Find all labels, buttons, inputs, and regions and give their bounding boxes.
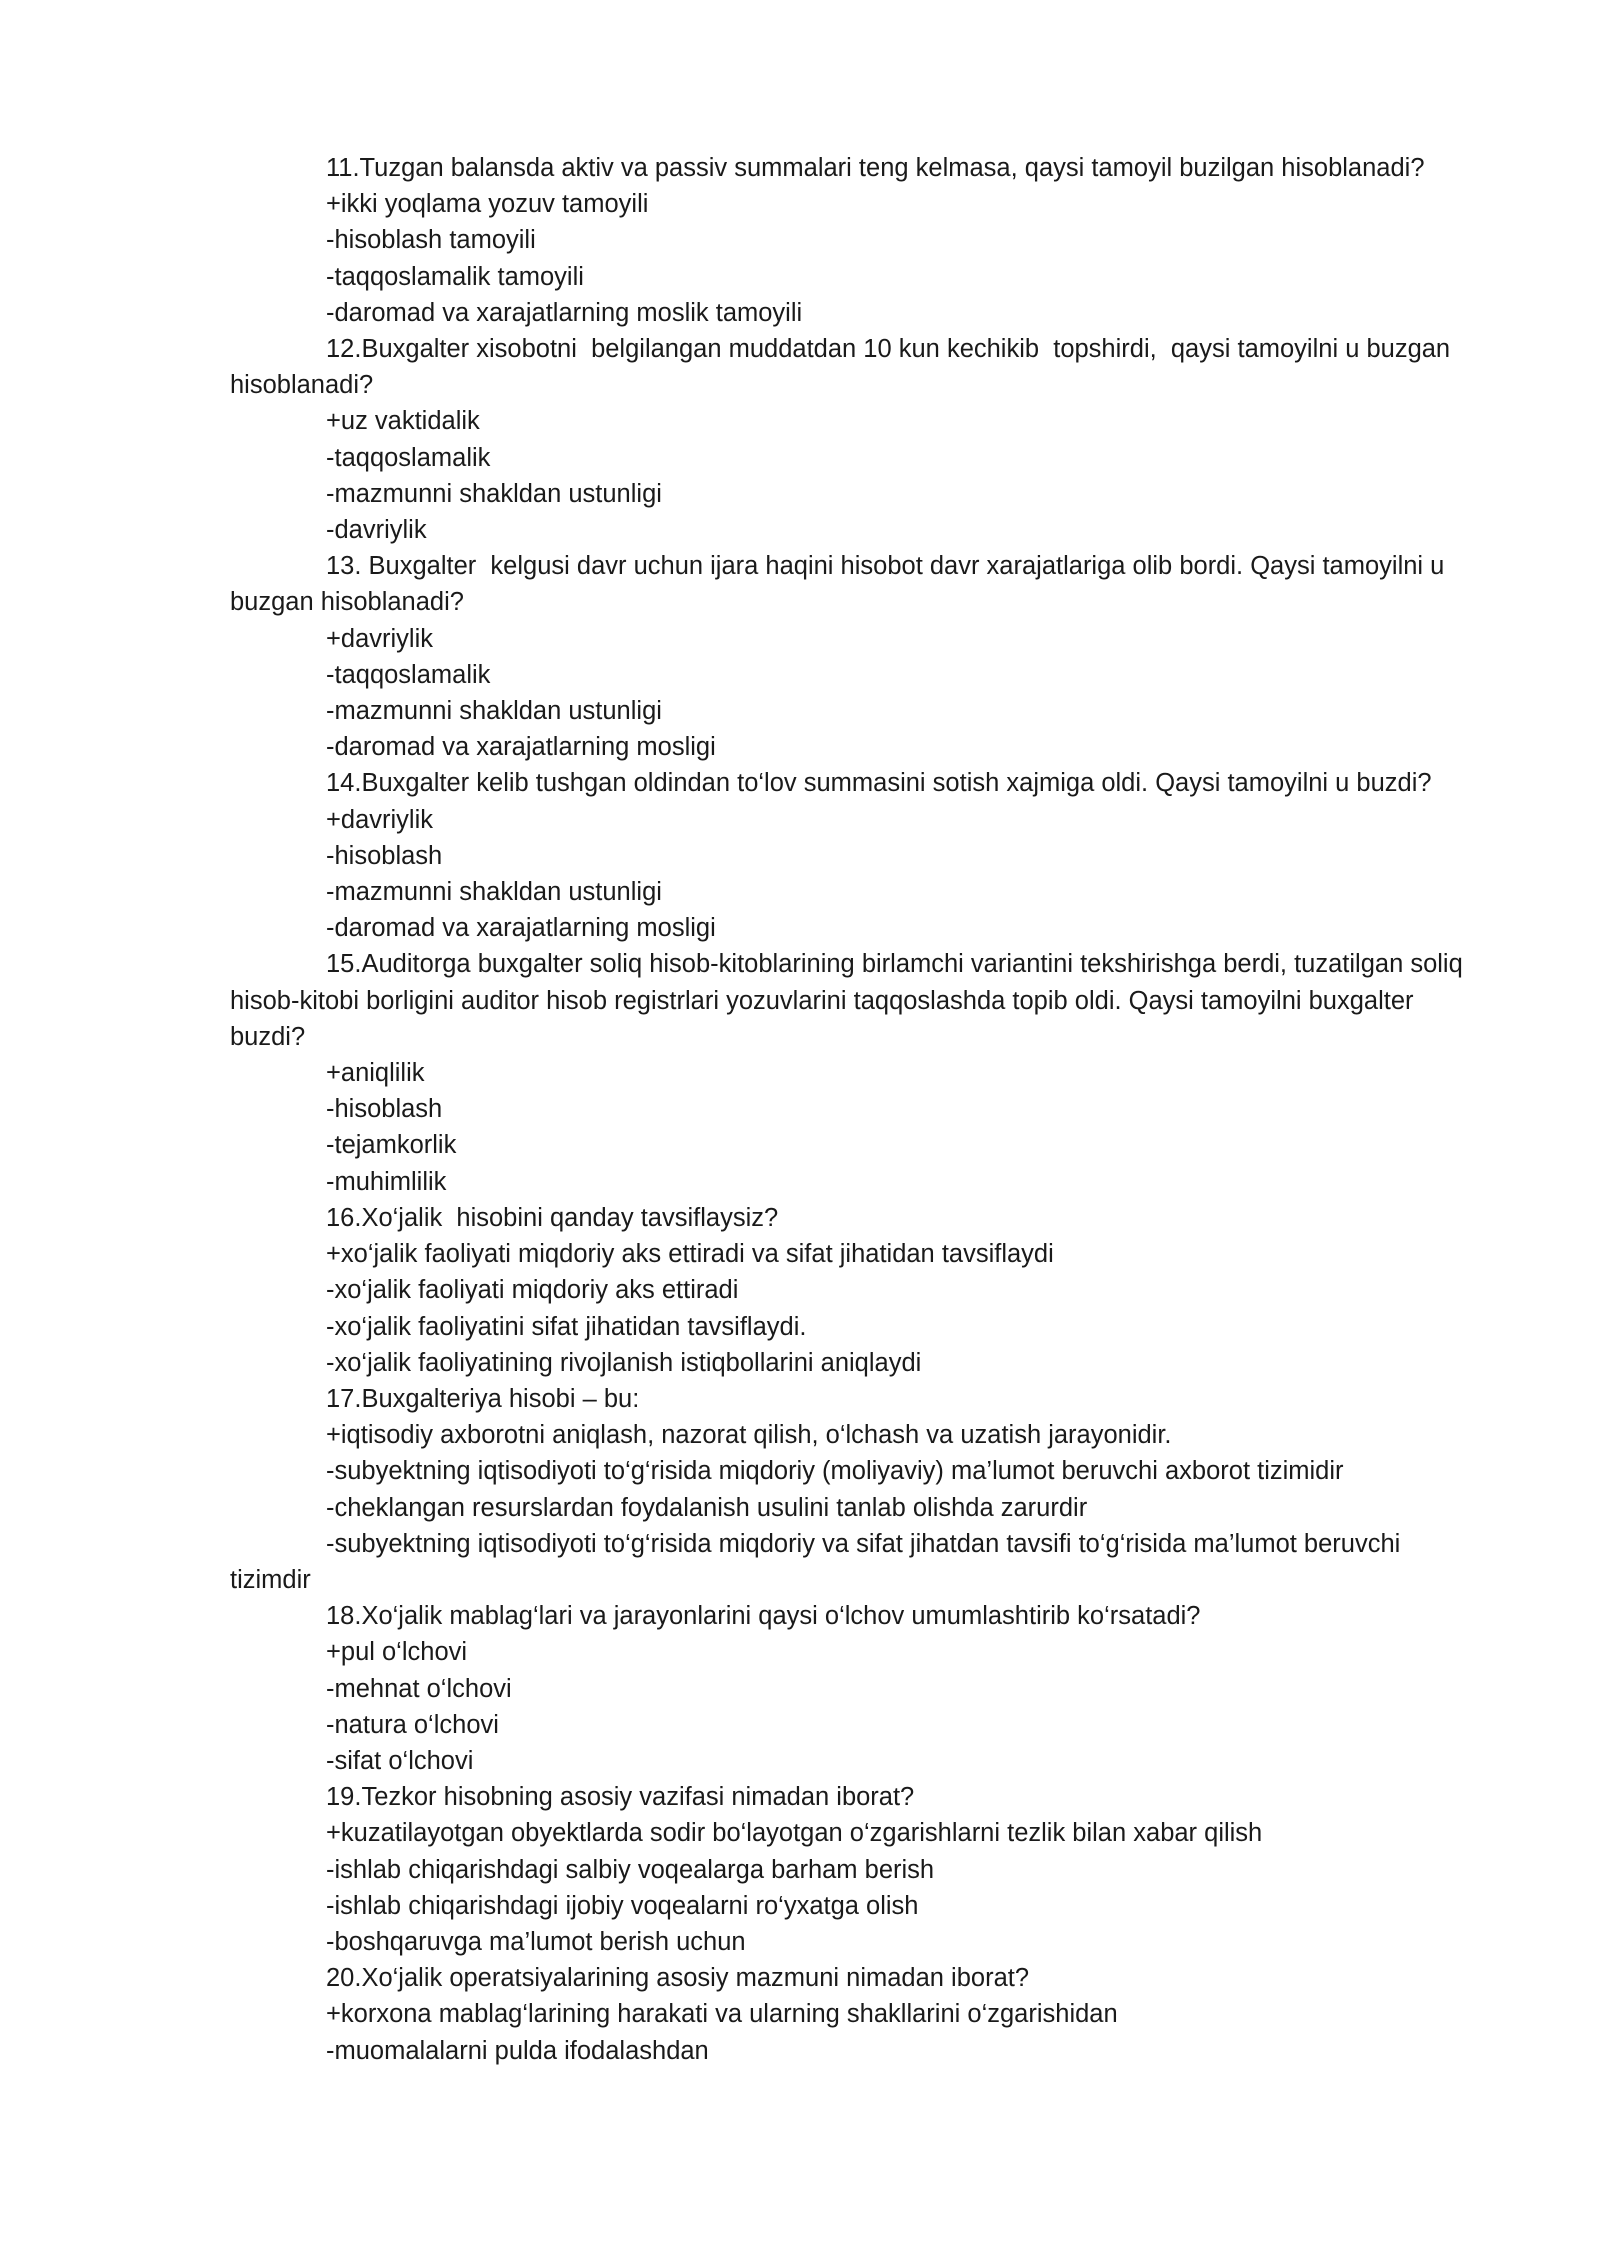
answer-option: -taqqoslamalik — [326, 443, 491, 472]
question-text: 12.Buxgalter xisobotni belgilangan muddatdan 10 kun kechikib topshirdi, qaysi tamoyilni u buzgan hisoblanadi? — [230, 335, 1458, 400]
answer-option: -daromad va xarajatlarning moslik tamoyili — [326, 298, 803, 327]
question-text: 14.Buxgalter kelib tushgan oldindan to‘lov summasini sotish xajmiga oldi. Qaysi tamoyilni u buzdi? — [326, 769, 1432, 798]
answer-option: -hisoblash — [326, 841, 443, 870]
question-block — [230, 1960, 1480, 2069]
question-block — [230, 765, 1480, 946]
answer-option: -taqqoslamalik tamoyili — [326, 262, 584, 291]
answer-option: +aniqlilik — [326, 1059, 425, 1088]
question-block — [230, 1381, 1480, 1598]
question-block — [230, 1200, 1480, 1381]
question-block — [230, 1598, 1480, 1779]
answer-option: -hisoblash tamoyili — [326, 226, 536, 255]
answer-option: +davriylik — [326, 805, 433, 834]
question-text: 16.Xo‘jalik hisobini qanday tavsiflaysiz? — [326, 1203, 779, 1232]
answer-option: +kuzatilayotgan obyektlarda sodir bo‘layotgan o‘zgarishlarni tezlik bilan xabar qilish — [326, 1819, 1263, 1848]
question-text: 13. Buxgalter kelgusi davr uchun ijara haqini hisobot davr xarajatlariga olib bordi. Qaysi tamoyilni u buzgan hisoblanadi? — [230, 552, 1452, 617]
answer-option: +ikki yoqlama yozuv tamoyili — [326, 190, 649, 219]
answer-option: +xo‘jalik faoliyati miqdoriy aks ettiradi va sifat jihatidan tavsiflaydi — [326, 1240, 1054, 1269]
answer-option: -subyektning iqtisodiyoti to‘g‘risida miqdoriy (moliyaviy) ma’lumot beruvchi axborot tizimidir — [326, 1457, 1344, 1486]
answer-option: -mazmunni shakldan ustunligi — [326, 697, 662, 726]
answer-option: -subyektning iqtisodiyoti to‘g‘risida miqdoriy va sifat jihatdan tavsifi to‘g‘risida ma’lumot beruvchi tizimdir — [230, 1529, 1408, 1594]
answer-option: -boshqaruvga ma’lumot berish uchun — [326, 1927, 746, 1956]
question-block — [230, 946, 1480, 1199]
answer-option: -mazmunni shakldan ustunligi — [326, 878, 662, 907]
document-body — [230, 150, 1480, 2069]
answer-option: +iqtisodiy axborotni aniqlash, nazorat qilish, o‘lchash va uzatish jarayonidir. — [326, 1421, 1172, 1450]
answer-option: +uz vaktidalik — [326, 407, 480, 436]
answer-option: -sifat o‘lchovi — [326, 1746, 474, 1775]
question-text: 15.Auditorga buxgalter soliq hisob-kitoblarining birlamchi variantini tekshirishga berdi, tuzatilgan soliq hisob-kitobi borligini auditor hisob registrlari yozuvlarini taqqoslashda topib oldi. Qaysi tamoyilni buxgalter buzdi? — [230, 950, 1470, 1051]
answer-option: -daromad va xarajatlarning mosligi — [326, 733, 716, 762]
question-text: 20.Xo‘jalik operatsiyalarining asosiy mazmuni nimadan iborat? — [326, 1964, 1030, 1993]
question-text: 17.Buxgalteriya hisobi – bu: — [326, 1384, 640, 1413]
answer-option: +davriylik — [326, 624, 433, 653]
answer-option: -ishlab chiqarishdagi ijobiy voqealarni ro‘yxatga olish — [326, 1891, 919, 1920]
answer-option: -xo‘jalik faoliyatining rivojlanish istiqbollarini aniqlaydi — [326, 1348, 922, 1377]
answer-option: +korxona mablag‘larining harakati va ularning shakllarini o‘zgarishidan — [326, 2000, 1118, 2029]
question-block — [230, 331, 1480, 548]
question-block — [230, 548, 1480, 765]
answer-option: -taqqoslamalik — [326, 660, 491, 689]
question-text: 18.Xo‘jalik mablag‘lari va jarayonlarini qaysi o‘lchov umumlashtirib ko‘rsatadi? — [326, 1602, 1201, 1631]
answer-option: +pul o‘lchovi — [326, 1638, 468, 1667]
answer-option: -xo‘jalik faoliyatini sifat jihatidan tavsiflaydi. — [326, 1312, 807, 1341]
question-block — [230, 1779, 1480, 1960]
answer-option: -cheklangan resurslardan foydalanish usulini tanlab olishda zarurdir — [326, 1493, 1088, 1522]
question-block — [230, 150, 1480, 331]
answer-option: -davriylik — [326, 516, 427, 545]
answer-option: -muomalalarni pulda ifodalashdan — [326, 2036, 709, 2065]
answer-option: -xo‘jalik faoliyati miqdoriy aks ettiradi — [326, 1276, 739, 1305]
answer-option: -mehnat o‘lchovi — [326, 1674, 512, 1703]
answer-option: -daromad va xarajatlarning mosligi — [326, 914, 716, 943]
answer-option: -ishlab chiqarishdagi salbiy voqealarga barham berish — [326, 1855, 935, 1884]
question-text: 11.Tuzgan balansda aktiv va passiv summalari teng kelmasa, qaysi tamoyil buzilgan hisoblanadi? — [326, 154, 1425, 182]
answer-option: -tejamkorlik — [326, 1131, 457, 1160]
answer-option: -natura o‘lchovi — [326, 1710, 499, 1739]
question-text: 19.Tezkor hisobning asosiy vazifasi nimadan iborat? — [326, 1783, 915, 1812]
answer-option: -muhimlilik — [326, 1167, 447, 1196]
answer-option: -hisoblash — [326, 1095, 443, 1124]
answer-option: -mazmunni shakldan ustunligi — [326, 479, 662, 508]
